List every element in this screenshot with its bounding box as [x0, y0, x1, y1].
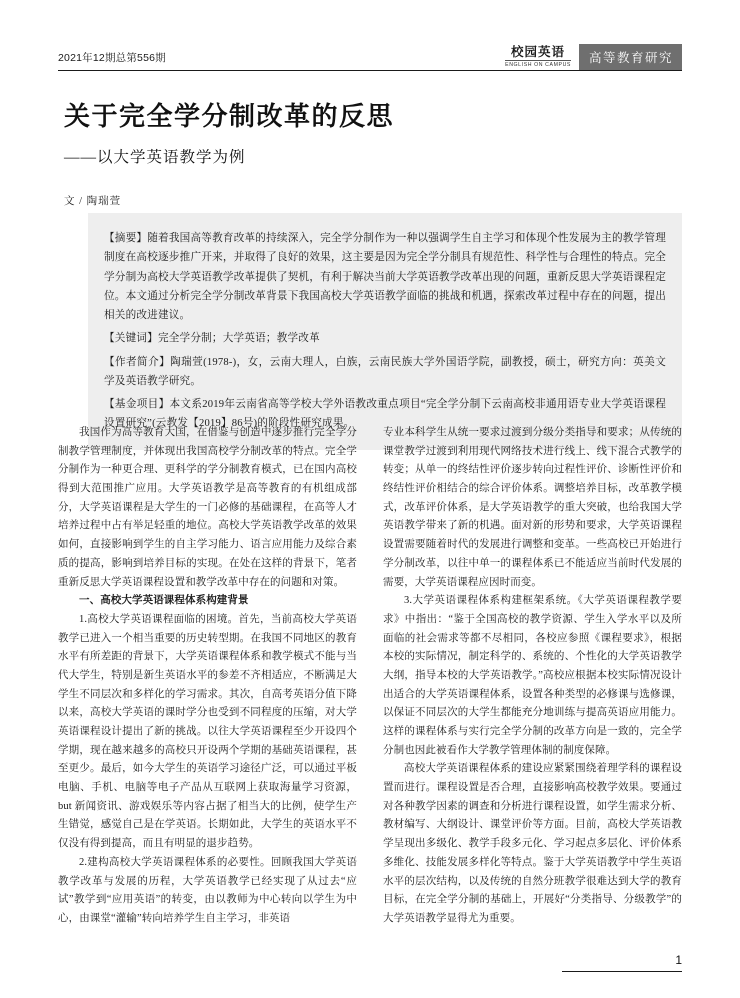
- journal-name-cn: 校园英语: [511, 44, 566, 59]
- paragraph: 3.大学英语课程体系构建框架系统。《大学英语课程教学要求》中指出：“鉴于全国高校的教学资源、学生入学水平以及所面临的社会需求等都不尽相同，各校应参照《课程要求》，根据本校的实际情况，制定科学的、系统的、个性化的大学英语教学大纲，指导本校的大学英语教学。”高校应根据本校实际情况设计出适合的大学英语课程体系，设置各种类型的必修课与选修课，以保证不同层次的大学生都能充分地训练与提高英语应用能力。这样的课程体系与实行完全学分制的改革方向是一致的，完全学分制也因此被看作大学教学管理体制的制度保障。: [383, 595, 682, 756]
- page-title: 关于完全学分制改革的反思: [64, 102, 395, 131]
- abstract-box: [88, 213, 682, 450]
- section-heading: 一、高校大学英语课程体系构建背景: [79, 595, 249, 607]
- abstract-keywords: 【关键词】完全学分制；大学英语；教学改革: [104, 333, 320, 345]
- paragraph: 高校大学英语课程体系的建设应紧紧围绕着理学科的课程设置而进行。课程设置是否合理，直接影响高校教学效果。要通过对各种教学因素的调查和分析进行课程设置，如学生需求分析、教材编写、大纲设计、课堂评价等方面。目前，高校大学英语教学呈现出多级化、教学手段多元化、学习起点多层化、评价体系多维化、技能发展多样化等特点。鉴于大学英语教学中学生英语水平的层次结构，以及传统的自然分班教学很难达到大学的教育目标，在完全学分制的基础上，开展好“分类指导、分级教学”的大学英语教学显得尤为重要。: [383, 763, 682, 924]
- masthead: [505, 44, 682, 70]
- abstract-author-bio: 【作者简介】陶瑞萱(1978-)，女，云南大理人，白族，云南民族大学外国语学院，副教授，硕士，研究方向：英美文学及英语教学研究。: [104, 356, 666, 387]
- abstract-summary: 【摘要】随着我国高等教育改革的持续深入，完全学分制作为一种以强调学生自主学习和体现个性发展为主的教学管理制度在高校逐步推广开来，并取得了良好的效果，这主要是因为完全学分制具有规范性、科学性与合理性的特点。完全学分制为高校大学英语教学改革提供了契机，有利于解决当前大学英语教学改革出现的问题，重新反思大学英语课程定位。本文通过分析完全学分制改革背景下我国高校大学英语教学面临的挑战和机遇，探索改革过程中存在的问题，提出相关的改进建议。: [104, 233, 666, 322]
- paragraph: 专业本科学生从统一要求过渡到分级分类指导和要求；从传统的课堂教学过渡到利用现代网络技术进行线上、线下混合式教学的转变；从单一的终结性评价逐步转向过程性评价、诊断性评价和终结性评价相结合的综合评价体系。调整培养目标，改革教学模式，改革评价体系，是大学英语教学的重大突破，也给我国大学英语教学带来了新的机遇。面对新的形势和要求，大学英语课程设置需要随着时代的发展进行调整和变革。一些高校已开始进行学分制改革，以往中单一的课程体系已不能适应当前时代发展的需要，大学英语课程应因时而变。: [383, 427, 682, 588]
- title-block: [64, 96, 682, 208]
- journal-name-en: ENGLISH ON CAMPUS: [505, 61, 571, 68]
- abstract-fund: 【基金项目】本文系2019年云南省高等学校大学外语教改重点项目“完全学分制下云南高校非通用语专业大学英语课程设置研究”(云教发【2019】86号)的阶段性研究成果。: [104, 399, 666, 430]
- right-column: [383, 424, 682, 938]
- page-subtitle: ——以大学英语教学为例: [64, 149, 246, 166]
- issue-line: 2021年12期总第556期: [58, 52, 166, 64]
- paragraph: 我国作为高等教育大国，在借鉴与创造中逐步推行完全学分制教学管理制度，并体现出我国高校学分制改革的特点。完全学分制作为一种更合理、更科学的学分制教育模式，已在国内高校得到大范围推广应用。大学英语教学是高等教育的有机组成部分，大学英语课程是大学生的一门必修的基础课程，在高等人才培养过程中占有举足轻重的地位。高校大学英语教学改革的效果如何，直接影响到学生的自主学习能力、语言应用能力及综合素质的提高，影响到培养目标的实现。在处在这样的背景下，笔者重新反思大学英语课程设置和教学改革中存在的问题和对策。: [58, 427, 357, 588]
- paragraph: 1.高校大学英语课程面临的困境。首先，当前高校大学英语教学已进入一个相当重要的历史转型期。在我国不同地区的教育水平有所差距的背景下，大学英语课程体系和教学模式不能与当代大学生，特别是新生英语水平的参差不齐相适应，不断满足大学生不同层次和多样化的学习需求。其次，自高考英语分值下降以来，高校大学英语的课时学分也受到不同程度的压缩，对大学英语课程设计提出了新的挑战。以往大学英语课程至少开设四个学期，现在越来越多的高校只开设两个学期的基础英语课程，甚至更少。最后，如今大学生的英语学习途径广泛，可以通过平板电脑、手机、电脑等电子产品从互联网上获取海量学习资源，but 新闻资讯、游戏娱乐等内容占据了相当大的比例，使学生产生错觉，感觉自己是在学英语。长期如此，大学生的英语水平不仅没有得到提高，而且有明显的退步趋势。: [58, 613, 357, 850]
- page-number: 1: [675, 953, 682, 967]
- header-divider: [58, 70, 682, 71]
- left-column: [58, 424, 357, 938]
- journal-logo: [505, 44, 579, 70]
- page-footer: [562, 953, 682, 972]
- section-tag: 高等教育研究: [579, 44, 682, 70]
- page-header: [58, 44, 682, 74]
- author-line: 文 / 陶瑞萱: [64, 196, 122, 207]
- article-body: [58, 424, 682, 938]
- footer-divider: [562, 971, 682, 972]
- paragraph: 2.建构高校大学英语课程体系的必要性。回顾我国大学英语教学改革与发展的历程，大学英语教学已经实现了从过去“应试”教学到“应用英语”的转变，由以教师为中心转向以学生为中心，由课堂“灌输”转向培养学生自主学习，非英语: [58, 856, 357, 924]
